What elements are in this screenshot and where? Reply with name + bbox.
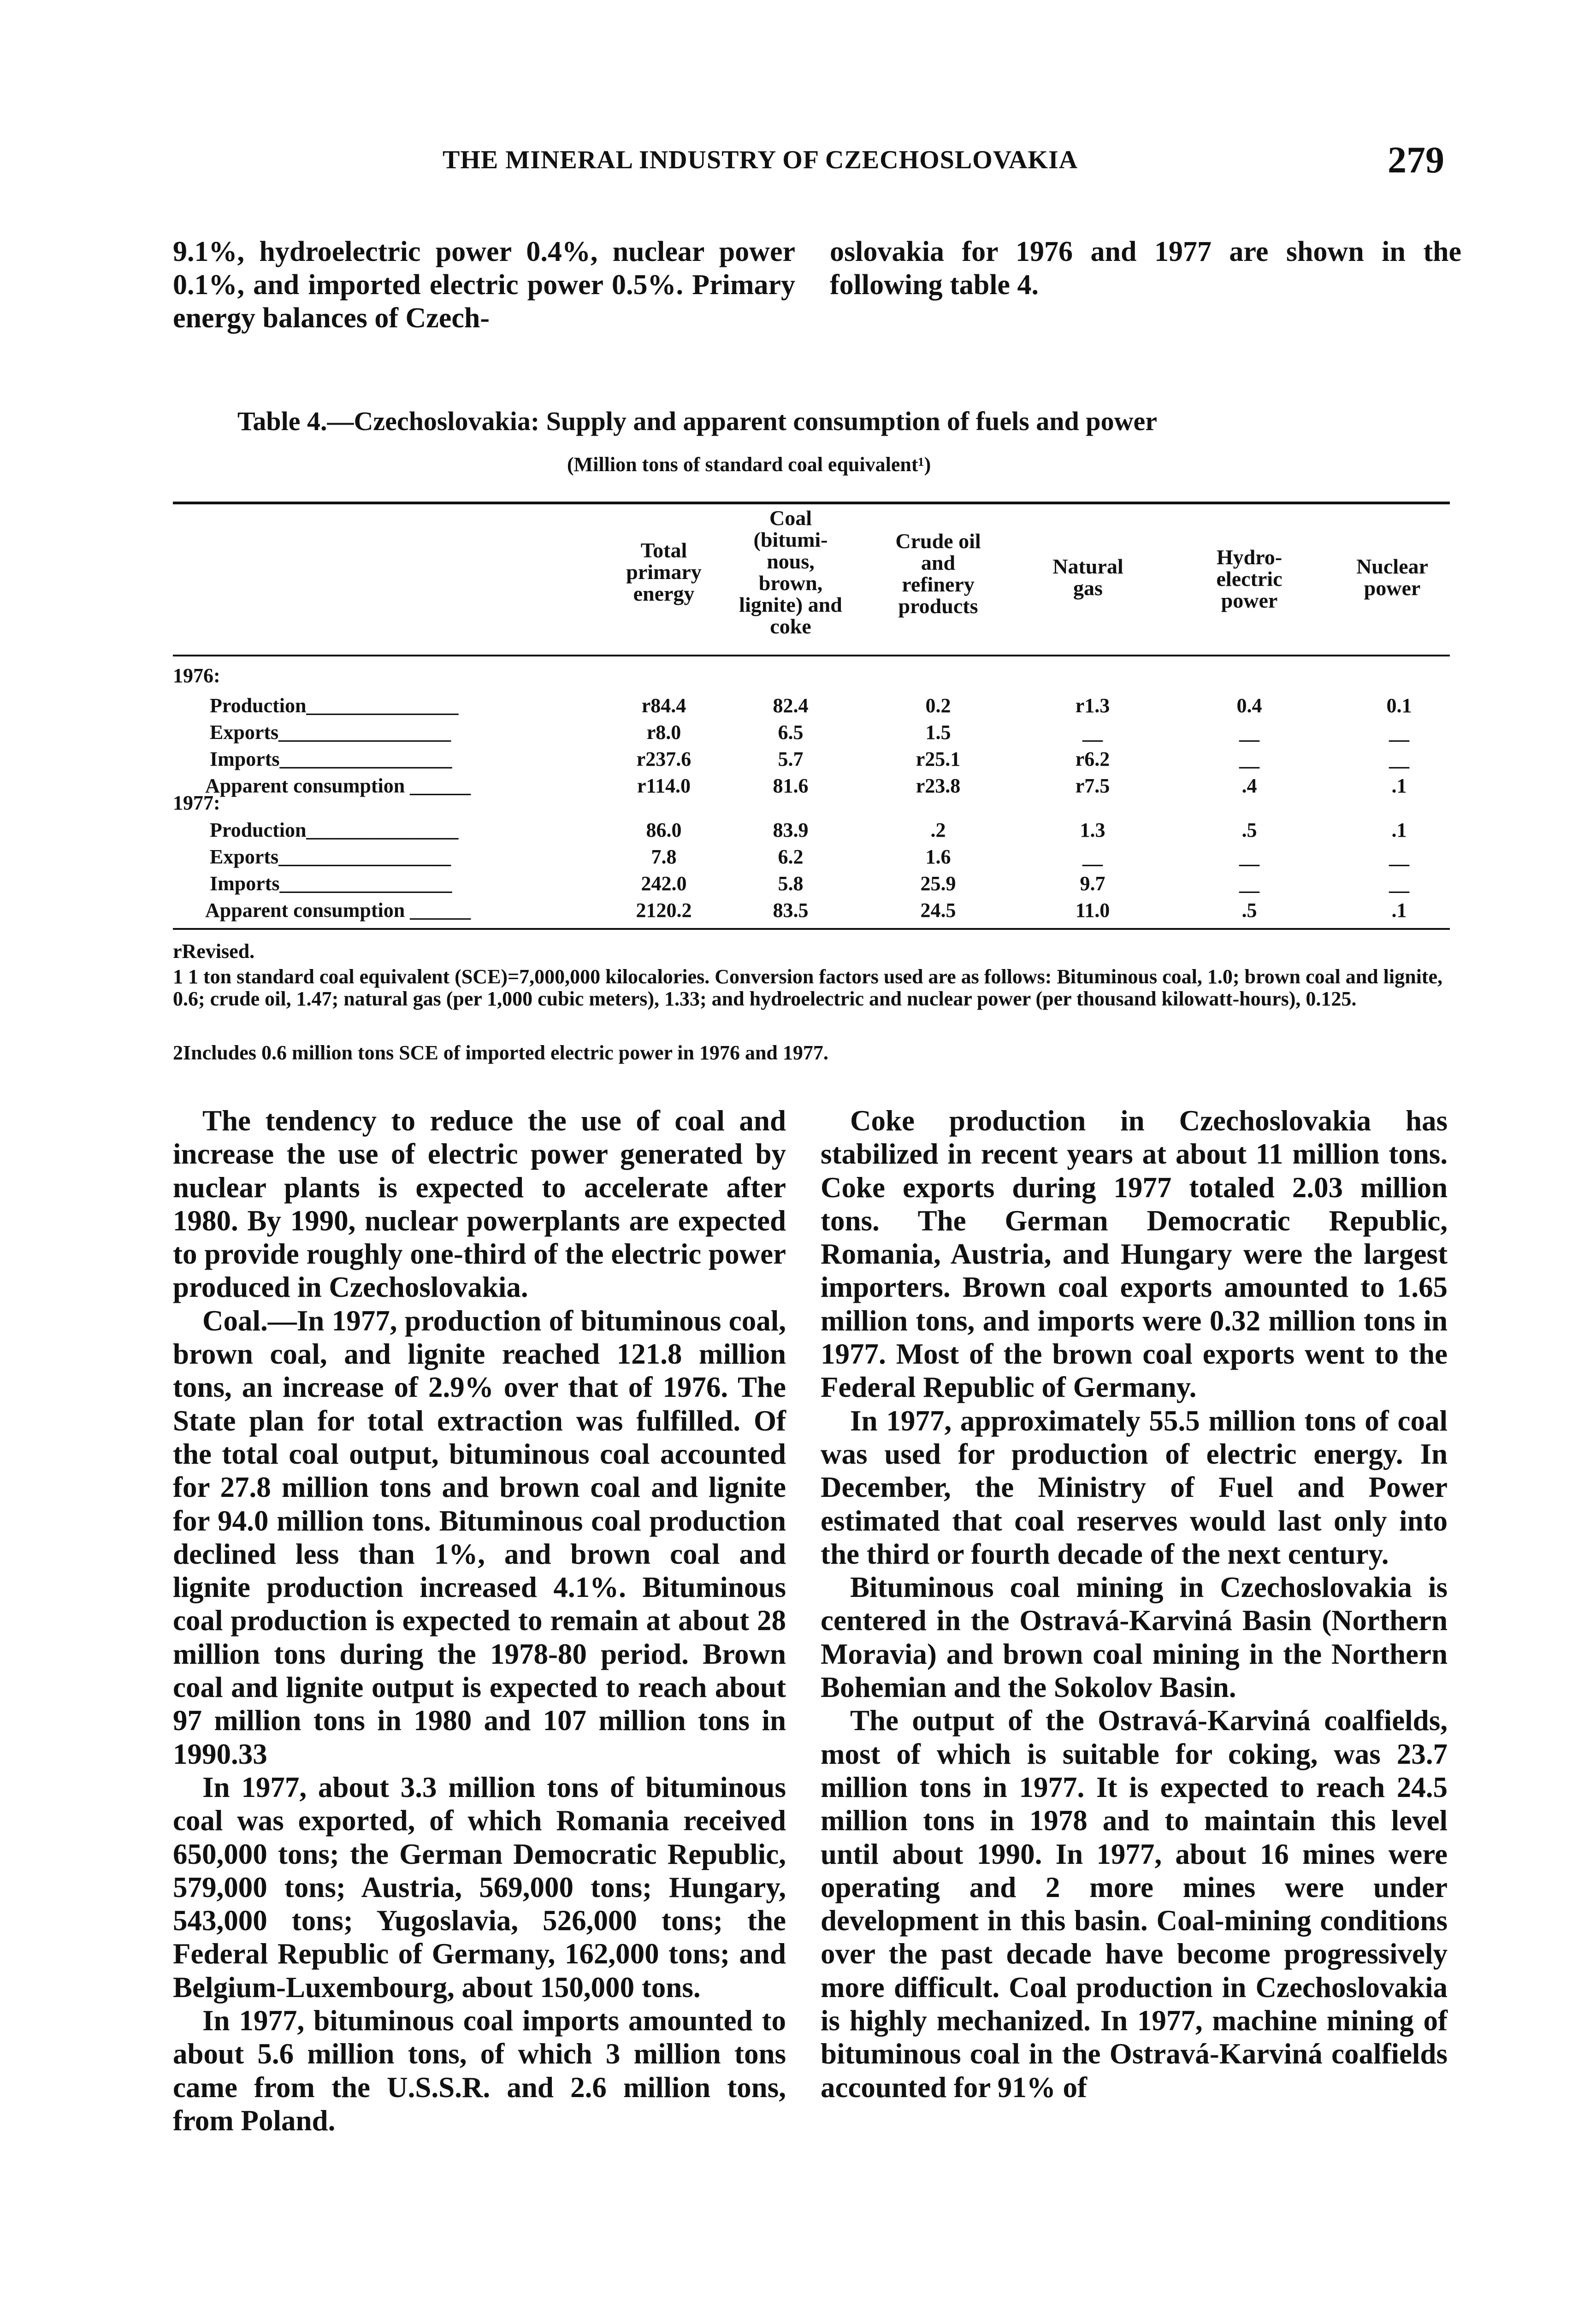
table-row	[173, 747, 1450, 772]
paragraph: The tendency to reduce the use of coal and increase the use of electric power generated by nuclear plants is expected to accelerate after 1980. By 1990, nuclear powerplants are expected to provide roughly one-third of the electric power produced in Czechoslovakia.	[173, 1105, 786, 1304]
paragraph: Bituminous coal mining in Czechoslovakia is centered in the Ostravá-Karviná Basin (Northern Moravia) and brown coal mining in the Northern Bohemian and the Sokolov Basin.	[821, 1571, 1448, 1704]
table-cell: r237.6	[636, 748, 692, 770]
table-subtitle: (Million tons of standard coal equivalent¹)	[567, 453, 931, 476]
table-cell: .4	[1241, 774, 1257, 797]
row-label: Apparent consumption ______	[205, 774, 471, 797]
table-cell: __	[1389, 872, 1409, 895]
table-cell: 0.1	[1386, 694, 1412, 717]
table-cell: 242.0	[641, 872, 687, 895]
table-cell: 25.9	[920, 872, 956, 895]
paragraph: In 1977, about 3.3 million tons of bituminous coal was exported, of which Romania received 650,000 tons; the German Democratic Republic, 579,000 tons; Austria, 569,000 tons; Hungary, 543,000 tons; Yugoslavia, 526,000 tons; the Federal Republic of Germany, 162,000 tons; and Belgium-Luxembourg, about 150,000 tons.	[173, 1771, 786, 2004]
table-cell: 11.0	[1075, 899, 1110, 922]
table-row	[173, 774, 1450, 799]
col-header-nuclear: Nuclear power	[1356, 555, 1428, 600]
table-cell: 81.6	[773, 774, 809, 797]
table-cell: r1.3	[1075, 694, 1110, 717]
table-cell: 24.5	[920, 899, 956, 922]
table-header-rule	[173, 655, 1450, 656]
footnote-imports: 2Includes 0.6 million tons SCE of imported electric power in 1976 and 1977.	[173, 1041, 828, 1064]
table-cell: 1.6	[925, 845, 951, 868]
paragraph: The output of the Ostravá-Karviná coalfields, most of which is suitable for coking, was 23.7 million tons in 1977. It is expected to reach 24.5 million tons in 1978 and to maintain this level until about 1990. In 1977, about 16 mines were operating and 2 more mines were under development in this basin. Coal-mining conditions over the past decade have become progressively more difficult. Coal production in Czechoslovakia is highly mechanized. In 1977, machine mining of bituminous coal in the Ostravá-Karviná coalfields accounted for 91% of	[821, 1704, 1448, 2104]
table-cell: 2120.2	[636, 899, 692, 922]
table-row	[173, 721, 1450, 745]
paragraph: Coal.—In 1977, production of bituminous coal, brown coal, and lignite reached 121.8 million tons, an increase of 2.9% over that of 1976. The State plan for total extraction was fulfilled. Of the total coal output, bituminous coal accounted for 27.8 million tons and brown coal and lignite for 94.0 million tons. Bituminous coal production declined less than 1%, and brown coal and lignite production increased 4.1%. Bituminous coal production is expected to remain at about 28 million tons during the 1978-80 period. Brown coal and lignite output is expected to reach about 97 million tons in 1980 and 107 million tons in 1990.33	[173, 1304, 786, 1770]
table-cell: r84.4	[641, 694, 686, 717]
table-cell: .1	[1391, 899, 1407, 922]
table-row	[173, 694, 1450, 719]
table-cell: 1.3	[1080, 819, 1105, 841]
table-cell: __	[1239, 748, 1259, 770]
table-row	[173, 898, 1450, 923]
body-right-column	[821, 1104, 1448, 2104]
table-cell: .1	[1391, 774, 1407, 797]
col-header-natural-gas: Natural gas	[1052, 555, 1123, 600]
row-label: Exports_________________	[210, 721, 451, 744]
table-cell: __	[1082, 721, 1103, 744]
table-top-rule	[173, 502, 1450, 504]
table-cell: 6.2	[778, 845, 804, 868]
page-number: 279	[1388, 139, 1444, 181]
table-cell: r7.5	[1075, 774, 1110, 797]
table-cell: .1	[1391, 819, 1407, 841]
table-cell: __	[1239, 845, 1259, 868]
table-cell: .5	[1241, 819, 1257, 841]
footnote-sce: 1 1 ton standard coal equivalent (SCE)=7,000,000 kilocalories. Conversion factors used are as follows: Bituminous coal, 1.0; brown coal and lignite, 0.6; crude oil, 1.47; natural gas (per 1,000 cubic meters), 1.33; and hydroelectric and nuclear power (per thousand kilowatt-hours), 0.125.	[173, 965, 1442, 1010]
table-cell: 0.4	[1236, 694, 1262, 717]
row-label: Apparent consumption ______	[205, 899, 471, 922]
paragraph: Coke production in Czechoslovakia has stabilized in recent years at about 11 million tons. Coke exports during 1977 totaled 2.03 million tons. The German Democratic Republic, Romania, Austria, and Hungary were the largest importers. Brown coal exports amounted to 1.65 million tons, and imports were 0.32 million tons in 1977. Most of the brown coal exports went to the Federal Republic of Germany.	[821, 1105, 1448, 1404]
table-cell: r23.8	[916, 774, 961, 797]
body-left-column	[173, 1104, 786, 2137]
table-cell: .2	[930, 819, 946, 841]
table-cell: 86.0	[646, 819, 682, 841]
paragraph: In 1977, approximately 55.5 million tons of coal was used for production of electric energy. In December, the Ministry of Fuel and Power estimated that coal reserves would last only into the third or fourth decade of the next century.	[821, 1404, 1448, 1570]
table-row	[173, 845, 1450, 870]
table-cell: 1.5	[925, 721, 951, 744]
running-header: THE MINERAL INDUSTRY OF CZECHOSLOVAKIA	[443, 146, 1078, 174]
paragraph: In 1977, bituminous coal imports amounted to about 5.6 million tons, of which 3 million tons came from the U.S.S.R. and 2.6 million tons, from Poland.	[173, 2004, 786, 2137]
table-cell: 83.5	[773, 899, 809, 922]
table-cell: r8.0	[646, 721, 681, 744]
table-cell: r25.1	[916, 748, 961, 770]
table-row	[173, 818, 1450, 843]
table-cell: 5.8	[778, 872, 804, 895]
table-cell: 6.5	[778, 721, 804, 744]
intro-left-text: 9.1%, hydroelectric power 0.4%, nuclear power 0.1%, and imported electric power 0.5%. Primary energy balances of Czech-	[173, 236, 795, 334]
table-cell: __	[1389, 845, 1409, 868]
row-label: Exports_________________	[210, 845, 451, 868]
table-cell: __	[1082, 845, 1103, 868]
table-cell: __	[1239, 721, 1259, 744]
table-cell: __	[1389, 748, 1409, 770]
table-cell: __	[1389, 721, 1409, 744]
table-bottom-rule	[173, 928, 1450, 930]
table-title: Table 4.—Czechoslovakia: Supply and apparent consumption of fuels and power	[237, 406, 1157, 436]
table-cell: .5	[1241, 899, 1257, 922]
table-cell: 82.4	[773, 694, 809, 717]
row-label: Production_______________	[210, 694, 459, 717]
year-label-1977: 1977:	[173, 792, 220, 814]
col-header-hydro: Hydro-electric power	[1216, 545, 1283, 612]
row-label: Imports_________________	[210, 748, 452, 770]
row-label: Production_______________	[210, 819, 459, 841]
table-cell: 9.7	[1080, 872, 1105, 895]
table-row	[173, 872, 1450, 897]
table-cell: 0.2	[925, 694, 951, 717]
table-cell: r114.0	[637, 774, 691, 797]
intro-right-text: oslovakia for 1976 and 1977 are shown in the following table 4.	[830, 236, 1461, 301]
table-cell: 83.9	[773, 819, 809, 841]
col-header-coal: Coal (bitumi-nous, brown, lignite) and coke	[739, 506, 842, 638]
col-header-total: Total primary energy	[626, 538, 702, 605]
table-cell: __	[1239, 872, 1259, 895]
table-cell: 7.8	[651, 845, 677, 868]
col-header-crude-oil: Crude oil and refinery products	[895, 529, 981, 618]
table-cell: r6.2	[1075, 748, 1110, 770]
row-label: Imports_________________	[210, 872, 452, 895]
footnote-revised: rRevised.	[173, 940, 255, 963]
year-label-1976: 1976:	[173, 664, 220, 687]
table-cell: 5.7	[778, 748, 804, 770]
